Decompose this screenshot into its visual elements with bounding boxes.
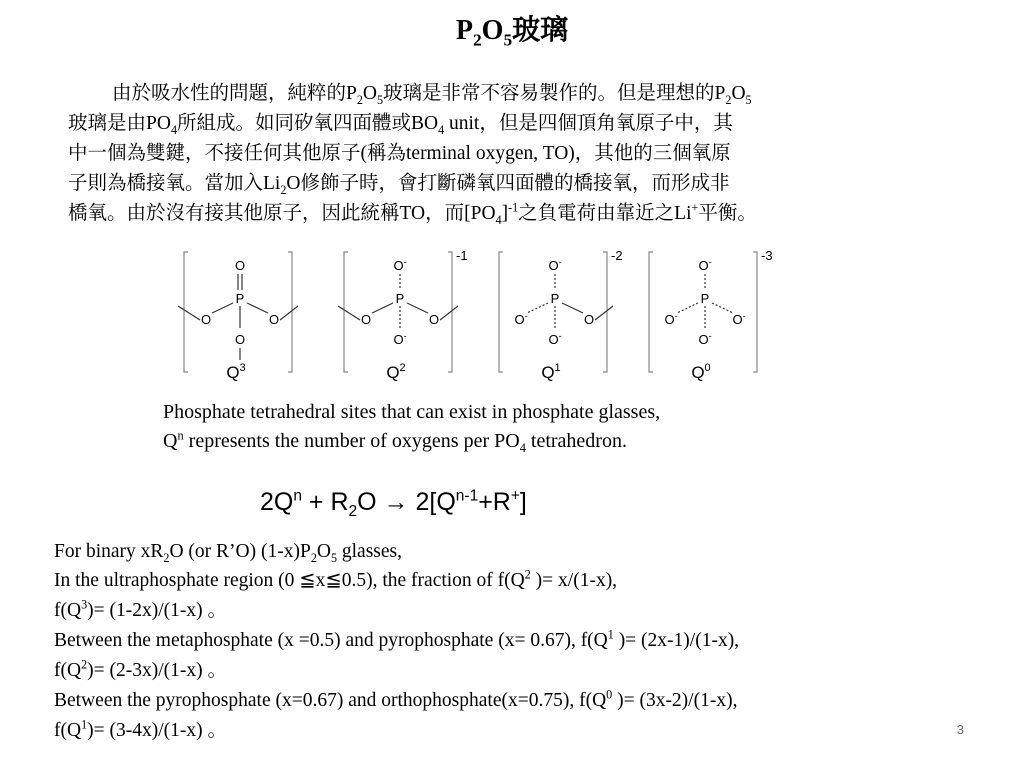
equation-line-6: Between the pyrophosphate (x=0.67) and orthophosphate(x=0.75), $f(Q^0$ )= (3x-2)/(1-x), — [54, 687, 738, 711]
left-oxygen: O — [200, 312, 212, 327]
structure-label: $Q^1$ — [541, 362, 561, 382]
intro-line-5: 橋氧。由於沒有接其他原子，因此統稱TO，而$[PO_4]^{-1}$之負電荷由靠近之Li+平衡。 — [68, 200, 757, 227]
phosphorus: P — [235, 291, 245, 306]
equation-line-2: In the ultraphosphate region (0 ≦x≦0.5), the fraction of $f(Q^2$ )= x/(1-x), — [54, 567, 618, 591]
structure-q0 — [649, 248, 773, 382]
intro-line-4: 子則為橋接氧。當加入$Li_2O$修飾子時，會打斷磷氧四面體的橋接氧，而形成非 — [68, 173, 730, 197]
charge-label: -2 — [611, 248, 623, 263]
figure-caption-line-1: Phosphate tetrahedral sites that can exist in phosphate glasses, — [163, 401, 661, 423]
top-oxygen: O- — [393, 257, 407, 273]
structure-q3 — [178, 252, 298, 382]
bottom-oxygen: O — [234, 332, 246, 347]
figure-caption-line-2: $Q^n$ represents the number of oxygens per $PO_4$ tetrahedron. — [163, 428, 627, 455]
structure-q1 — [499, 248, 623, 382]
structure-q2 — [338, 248, 468, 382]
intro-line-3: 中一個為雙鍵，不接任何其他原子(稱為terminal oxygen, TO)，其他的三個氧原 — [68, 143, 731, 164]
bottom-oxygen: O- — [698, 331, 712, 347]
intro-line-2: 玻璃是由$PO_4$所組成。如同矽氧四面體或$BO_4$ unit，但是四個頂角氧原子中，其 — [68, 113, 733, 137]
equation-line-3: $f(Q^3)= (1-2x)/(1-x)$ 。 — [54, 597, 227, 621]
top-oxygen: O- — [698, 257, 712, 273]
page-number: 3 — [956, 722, 964, 737]
page-title: $P_2O_5$玻璃 — [455, 15, 569, 50]
bottom-oxygen: O- — [548, 331, 562, 347]
reaction-equation: $2Q^n + R_2O \to 2[Q^{n-1}+R^+]$ — [260, 487, 527, 520]
equation-line-5: $f(Q^2)= (2-3x)/(1-x)$ 。 — [54, 657, 227, 681]
structure-label: $Q^0$ — [691, 362, 711, 382]
left-oxygen: O- — [664, 311, 678, 327]
charge-label: -3 — [761, 248, 773, 263]
structure-label: $Q^3$ — [226, 362, 246, 382]
right-oxygen: O — [428, 312, 440, 327]
intro-line-1: 由於吸水性的問題，純粹的$P_2O_5$玻璃是非常不容易製作的。但是理想的$P_2O_5$ — [112, 83, 752, 107]
top-oxygen: O- — [548, 257, 562, 273]
phosphorus: P — [700, 291, 710, 306]
equation-line-7: $f(Q^1)= (3-4x)/(1-x)$ 。 — [54, 717, 227, 741]
equation-line-1: For binary $xR_2O$ (or R’O) $(1-x)P_2O_5$ glasses, — [54, 541, 403, 565]
equation-line-4: Between the metaphosphate (x =0.5) and pyrophosphate (x= 0.67), $f(Q^1$ )= (2x-1)/(1-x), — [54, 627, 740, 651]
left-oxygen: O- — [514, 311, 528, 327]
right-oxygen: O- — [732, 311, 746, 327]
phosphorus: P — [395, 291, 405, 306]
top-oxygen: O — [234, 258, 246, 273]
left-oxygen: O — [360, 312, 372, 327]
phosphate-structures-figure — [170, 248, 790, 388]
phosphorus: P — [550, 291, 560, 306]
charge-label: -1 — [456, 248, 468, 263]
right-oxygen: O — [268, 312, 280, 327]
structure-label: $Q^2$ — [386, 362, 406, 382]
right-oxygen: O — [583, 312, 595, 327]
bottom-oxygen: O- — [393, 331, 407, 347]
